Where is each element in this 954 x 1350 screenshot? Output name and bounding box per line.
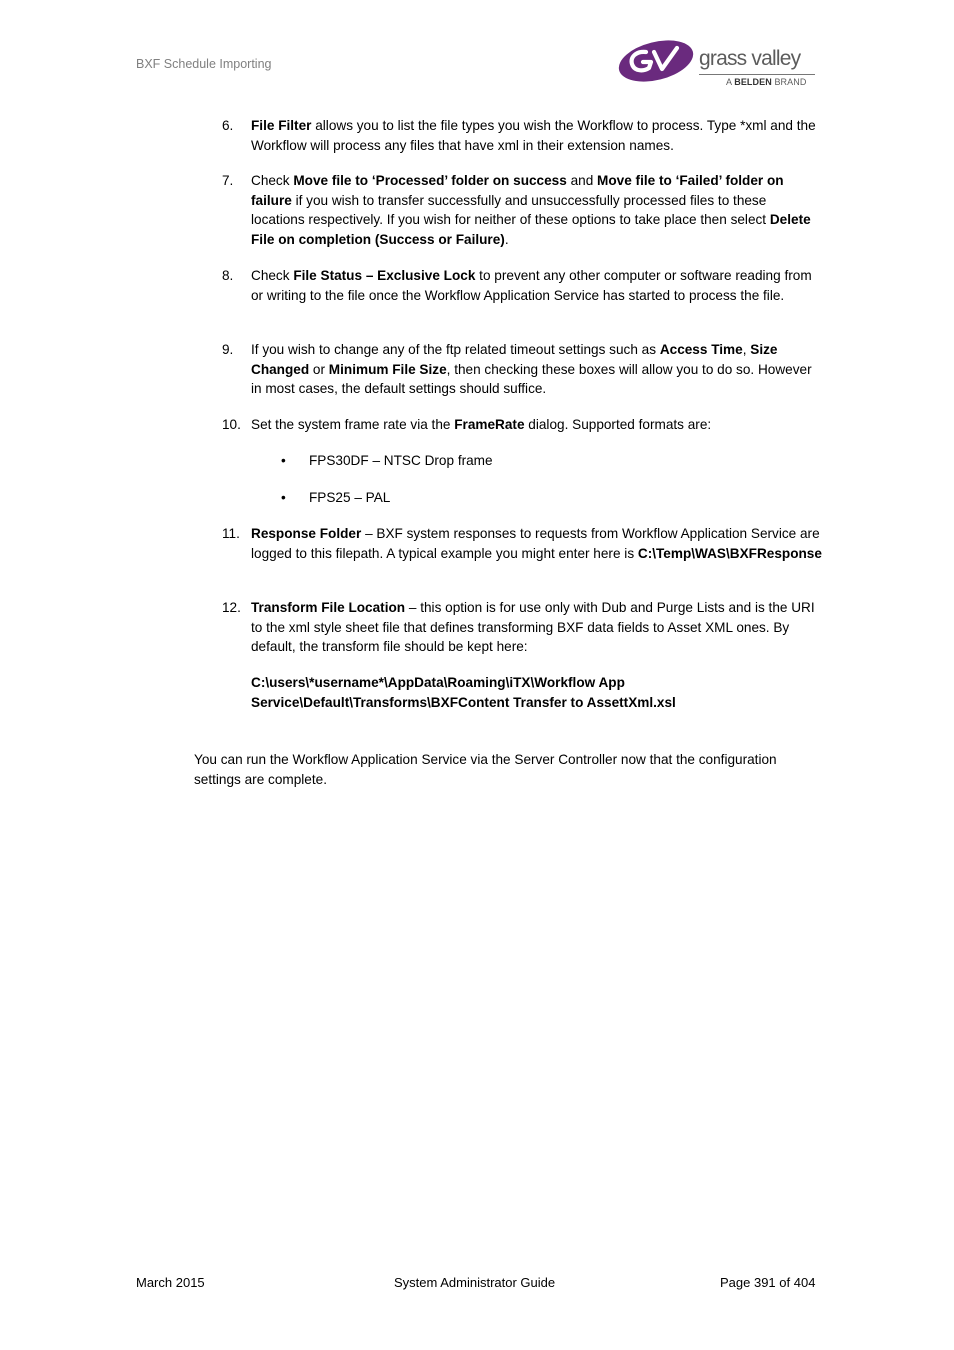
text-run: to prevent any other computer or software reading from or writing to the file once the Workflow Application Service has started to process the file.	[251, 268, 812, 303]
text-run: allows you to list the file types you wish the Workflow to process. Type *xml and the Workflow will process any files that have xml in their extension names.	[251, 118, 816, 153]
grass-valley-logo	[616, 36, 816, 92]
list-item-7	[222, 171, 822, 249]
bold-text-run: Transform File Location	[251, 600, 406, 615]
text-run: ,	[742, 342, 751, 357]
footer-page-number: Page 391 of 404	[720, 1275, 816, 1290]
list-item-number: 7.	[222, 173, 234, 188]
list-item-11	[222, 524, 822, 563]
bold-text-run: Move file to ‘Failed’ folder on failure	[251, 173, 784, 208]
bold-text-run: Minimum File Size	[328, 361, 447, 377]
list-item-9	[222, 340, 822, 399]
bullet-symbol: •	[281, 490, 286, 505]
list-item-text	[251, 598, 822, 657]
list-item-text	[251, 524, 822, 563]
closing-paragraph: You can run the Workflow Application Service via the Server Controller now that the configuration settings are complete.	[194, 752, 777, 787]
text-run: if you wish to transfer successfully and unsuccessfully processed files to these locations respectively. If you wish for neither of these options to take place then select	[251, 192, 770, 228]
list-item-text	[251, 415, 822, 435]
list-item-text	[251, 171, 822, 249]
logo-tagline	[726, 77, 806, 87]
list-item-number: 12.	[222, 600, 241, 615]
logo-divider	[699, 74, 815, 75]
text-run: or	[309, 361, 329, 377]
footer-date: March 2015	[136, 1275, 205, 1290]
bold-text-run: Move file to ‘Processed’ folder on success	[293, 173, 567, 188]
header-title: BXF Schedule Importing	[136, 57, 272, 71]
text-run: Check	[251, 173, 294, 188]
path-line: C:\users\*username*\AppData\Roaming\iTX\Workflow App	[251, 675, 625, 690]
bullet-symbol: •	[281, 453, 286, 468]
text-run: .	[504, 231, 509, 247]
list-item-text	[251, 116, 822, 155]
list-item-number: 6.	[222, 118, 234, 133]
path-line: Service\Default\Transforms\BXFContent Transfer to AssettXml.xsl	[251, 694, 676, 710]
list-item-number: 8.	[222, 268, 234, 283]
list-item-12	[222, 598, 822, 657]
list-item-8	[222, 266, 822, 305]
text-run: Set the system frame rate via the	[251, 417, 455, 432]
text-run: – BXF system responses to requests from Workflow Application Service are logged to this filepath. A typical example you might enter here is	[251, 526, 820, 561]
bold-text-run: Size Changed	[251, 342, 778, 377]
bold-text-run: Delete File on completion (Success or Failure)	[251, 212, 811, 247]
bullet-text: FPS25 – PAL	[309, 490, 391, 505]
list-item-text	[251, 340, 822, 399]
bold-text-run: C:\Temp\WAS\BXFResponse	[637, 545, 822, 561]
text-run: and	[566, 173, 598, 188]
bold-text-run: Access Time	[659, 342, 743, 357]
bold-text-run: File Filter	[251, 118, 312, 133]
logo-tagline-prefix: A	[726, 77, 732, 87]
logo-tagline-suffix: BRAND	[774, 77, 807, 87]
bullet-text: FPS30DF – NTSC Drop frame	[309, 453, 493, 468]
list-item-text	[251, 266, 822, 305]
list-item-6	[222, 116, 822, 155]
text-run: dialog. Supported formats are:	[524, 417, 712, 432]
list-item-number: 11.	[222, 526, 240, 541]
text-run: – this option is for use only with Dub and Purge Lists and is the URI to the xml style sheet file that defines transforming BXF data fields to Asset XML ones. By default, the transform file should be kept here:	[251, 600, 815, 655]
logo-wordmark: grass valley	[699, 47, 801, 70]
text-run: Check	[251, 268, 294, 283]
list-item-number: 10.	[222, 417, 241, 432]
logo-tagline-brand: BELDEN	[734, 77, 772, 87]
gv-logo-icon	[616, 36, 700, 86]
text-run: , then checking these boxes will allow you to do so. However in most cases, the default settings should suffice.	[251, 361, 812, 397]
bold-text-run: Response Folder	[251, 526, 362, 541]
bold-text-run: File Status – Exclusive Lock	[293, 268, 476, 283]
bold-text-run: FrameRate	[454, 417, 525, 432]
text-run: If you wish to change any of the ftp related timeout settings such as	[251, 342, 660, 357]
footer-guide-title: System Administrator Guide	[394, 1275, 556, 1290]
transform-file-path	[251, 673, 676, 712]
list-item-number: 9.	[222, 342, 234, 357]
list-item-10	[222, 415, 822, 435]
